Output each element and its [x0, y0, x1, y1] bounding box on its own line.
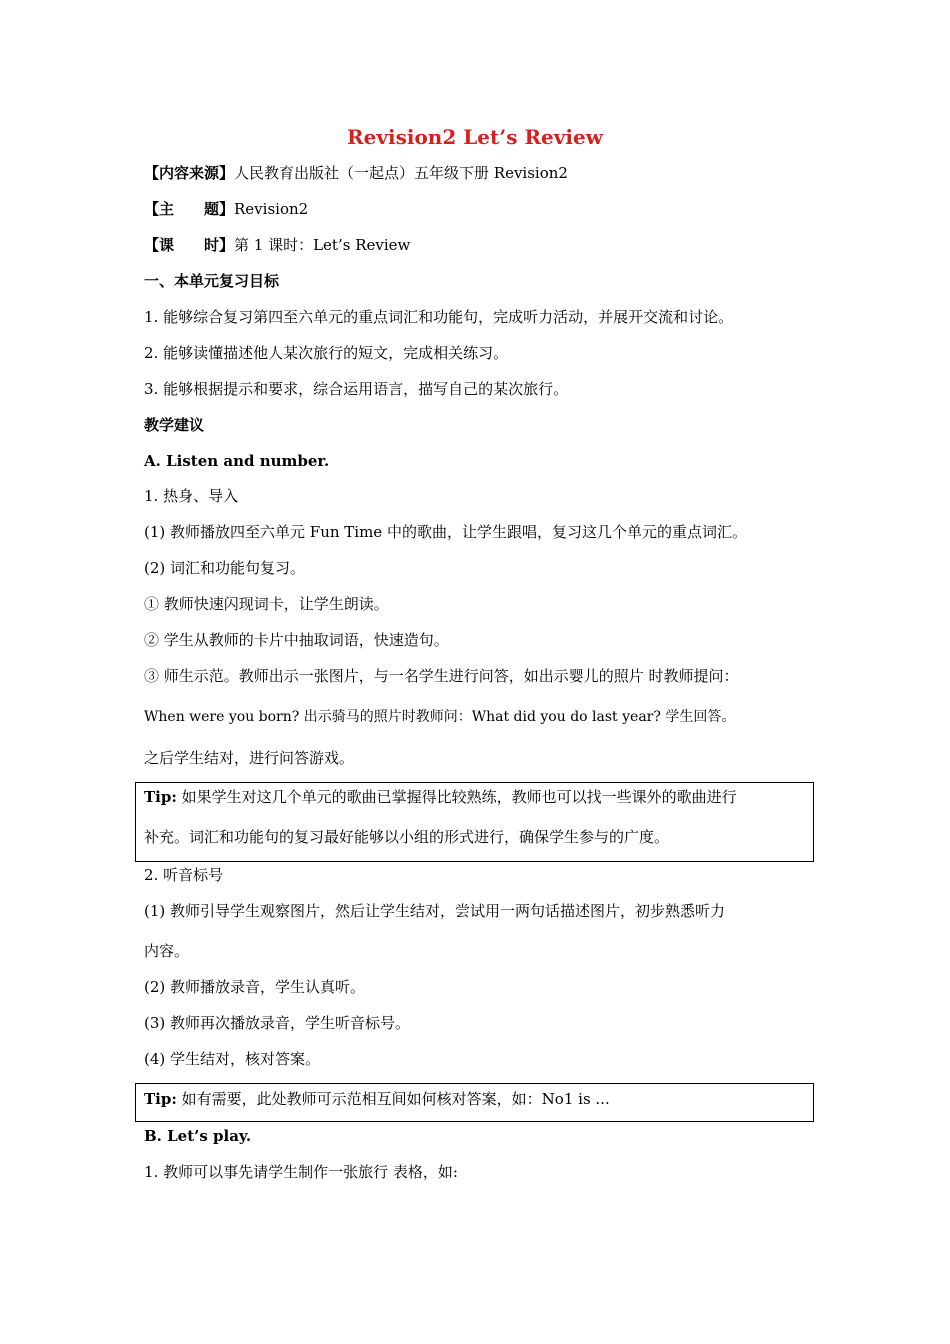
topic-line	[144, 199, 308, 219]
goal-item: 2. 能够读懂描述他人某次旅行的短文，完成相关练习。	[144, 344, 509, 362]
topic-value: Revision2	[234, 200, 309, 218]
suggestions-heading: 教学建议	[144, 416, 205, 434]
circle-step-1: ① 教师快速闪现词卡，让学生朗读。	[144, 595, 389, 613]
section-a-heading: A. Listen and number.	[144, 452, 330, 470]
circle-step-3-line-1: ③ 师生示范。教师出示一张图片，与一名学生进行问答，如出示婴儿的照片 时教师提问：	[144, 667, 739, 685]
tip-label: Tip:	[144, 788, 177, 806]
goal-item: 1. 能够综合复习第四至六单元的重点词汇和功能句，完成听力活动，并展开交流和讨论。	[144, 308, 734, 326]
tip-box	[135, 1083, 814, 1122]
listen-step-1-line-1: (1) 教师引导学生观察图片，然后让学生结对，尝试用一两句话描述图片，初步熟悉听力	[144, 902, 726, 920]
period-value: 第 1 课时：Let’s Review	[234, 236, 411, 254]
warmup-heading: 1. 热身、导入	[144, 487, 239, 505]
tip-line-1	[144, 1089, 610, 1109]
play-step-1: 1. 教师可以事先请学生制作一张旅行 表格，如:	[144, 1163, 458, 1181]
tip-label: Tip:	[144, 1090, 177, 1108]
source-value: 人民教育出版社（一起点）五年级下册 Revision2	[234, 164, 568, 182]
goal-item: 3. 能够根据提示和要求，综合运用语言，描写自己的某次旅行。	[144, 380, 569, 398]
document-title: Revision2 Let’s Review	[347, 125, 603, 149]
period-label: 【课 时】	[144, 236, 235, 254]
tip-text: 如有需要，此处教师可示范相互间如何核对答案，如：No1 is ...	[181, 1090, 610, 1108]
listen-step-4: (4) 学生结对，核对答案。	[144, 1050, 321, 1068]
listen-step-1-line-2: 内容。	[144, 942, 190, 960]
source-line	[144, 163, 568, 183]
topic-label: 【主 题】	[144, 200, 235, 218]
tip-line-1	[144, 787, 737, 807]
tip-text: 如果学生对这几个单元的歌曲已掌握得比较熟练，教师也可以找一些课外的歌曲进行	[181, 788, 737, 806]
circle-step-2: ② 学生从教师的卡片中抽取词语，快速造句。	[144, 631, 449, 649]
listen-heading: 2. 听音标号	[144, 866, 224, 884]
source-label: 【内容来源】	[144, 164, 235, 182]
period-line	[144, 235, 410, 255]
listen-step-3: (3) 教师再次播放录音，学生听音标号。	[144, 1014, 411, 1032]
warmup-step-2: (2) 词汇和功能句复习。	[144, 559, 306, 577]
goals-heading: 一、本单元复习目标	[144, 272, 280, 290]
circle-step-3-line-2: When were you born? 出示骑马的照片时教师问：What did you do last year? 学生回答。	[144, 709, 736, 725]
tip-line-2: 补充。词汇和功能句的复习最好能够以小组的形式进行，确保学生参与的广度。	[144, 828, 670, 846]
circle-step-3-line-3: 之后学生结对，进行问答游戏。	[144, 749, 355, 767]
tip-box	[135, 782, 814, 862]
warmup-step-1: (1) 教师播放四至六单元 Fun Time 中的歌曲，让学生跟唱，复习这几个单元的重点词汇。	[144, 523, 747, 541]
section-b-heading: B. Let’s play.	[144, 1127, 252, 1145]
listen-step-2: (2) 教师播放录音，学生认真听。	[144, 978, 366, 996]
